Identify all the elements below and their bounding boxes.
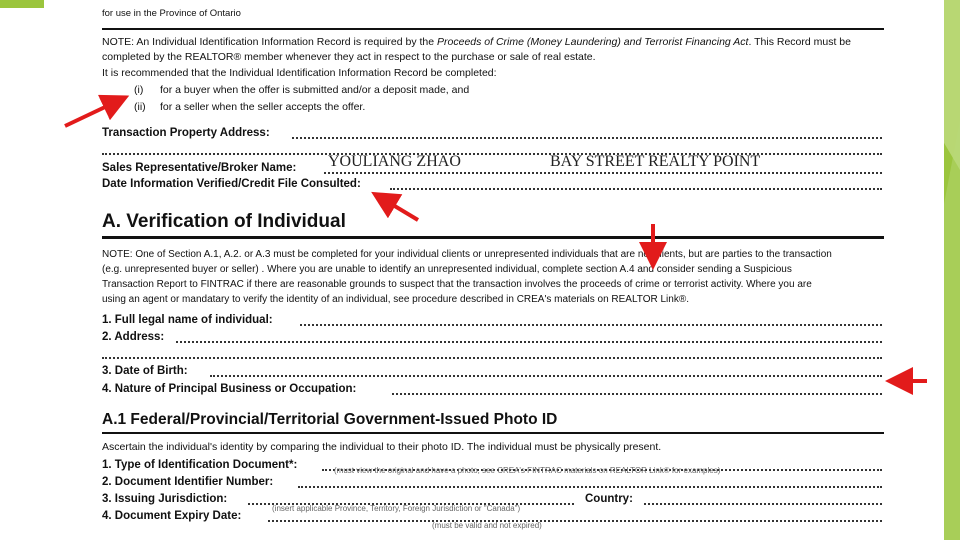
list-item-1: for a buyer when the offer is submitted and/or a deposit made, and xyxy=(160,84,470,96)
address-label: 2. Address: xyxy=(102,331,165,343)
province-line: for use in the Province of Ontario xyxy=(102,8,241,19)
full-legal-name-label: 1. Full legal name of individual: xyxy=(102,314,273,326)
brokerage-value: BAY STREET REALTY POINT xyxy=(550,153,761,170)
date-verified-label: Date Information Verified/Credit File Consulted: xyxy=(102,178,361,190)
occupation-label: 4. Nature of Principal Business or Occupation: xyxy=(102,383,357,395)
sales-rep-label: Sales Representative/Broker Name: xyxy=(102,162,297,174)
id-type-label: 1. Type of Identification Document*: xyxy=(102,459,298,471)
property-address-label: Transaction Property Address: xyxy=(102,127,270,139)
section-a-note-line-4: using an agent or mandatary to verify the identity of an individual, see procedure described in CREA's materials on REALTOR Link®. xyxy=(102,294,689,305)
document-number-label: 2. Document Identifier Number: xyxy=(102,476,274,488)
sales-rep-value: YOULIANG ZHAO xyxy=(328,153,461,170)
issuing-jurisdiction-label: 3. Issuing Jurisdiction: xyxy=(102,493,228,505)
list-number-2: (ii) xyxy=(134,101,146,113)
list-number-1: (i) xyxy=(134,84,144,96)
list-item-2: for a seller when the seller accepts the offer. xyxy=(160,101,366,113)
section-a-note-line-1: NOTE: One of Section A.1, A.2. or A.3 must be completed for your individual clients or unrepresented individuals that are not clients, but are parties to the transaction xyxy=(102,249,832,260)
expiry-hint: (must be valid and not expired) xyxy=(432,521,542,530)
id-type-hint: (must view the original and have a photo, see CREA's FINTRAC materials on REALTOR Link® for examples) xyxy=(334,466,721,475)
arrow-to-date-verified xyxy=(378,196,418,220)
section-a-note-line-3: Transaction Report to FINTRAC if there are reasonable grounds to suspect that the transaction involves the proceeds of crime or terrorist activity. Where you are xyxy=(102,279,812,290)
jurisdiction-hint: (insert applicable Province, Territory, Foreign Jurisdiction or "Canada") xyxy=(272,504,521,513)
section-a1-title: A.1 Federal/Provincial/Territorial Government-Issued Photo ID xyxy=(102,411,558,428)
note-line-1-text: NOTE: An Individual Identification Information Record is required by the xyxy=(102,36,438,48)
country-label: Country: xyxy=(585,493,633,505)
date-of-birth-label: 3. Date of Birth: xyxy=(102,365,188,377)
section-a-note-line-2: (e.g. unrepresented buyer or seller) . Where you are unable to identify an unrepresented individual, complete section A.4 and consider sending a Suspicious xyxy=(102,264,792,275)
section-a-title: A. Verification of Individual xyxy=(102,211,346,232)
expiry-date-label: 4. Document Expiry Date: xyxy=(102,510,242,522)
note-line-2: completed by the REALTOR® member whenever they act in respect to the purchase or sale of real estate. xyxy=(102,51,596,63)
note-line-3: It is recommended that the Individual Identification Information Record be completed: xyxy=(102,67,497,79)
arrow-to-list-items xyxy=(65,99,122,126)
note-line-1-end: . This Record must be xyxy=(748,36,851,48)
section-a1-intro: Ascertain the individual's identity by comparing the individual to their photo ID. The individual must be physically present. xyxy=(102,441,662,453)
act-name: Proceeds of Crime (Money Laundering) and Terrorist Financing Act xyxy=(437,36,749,48)
